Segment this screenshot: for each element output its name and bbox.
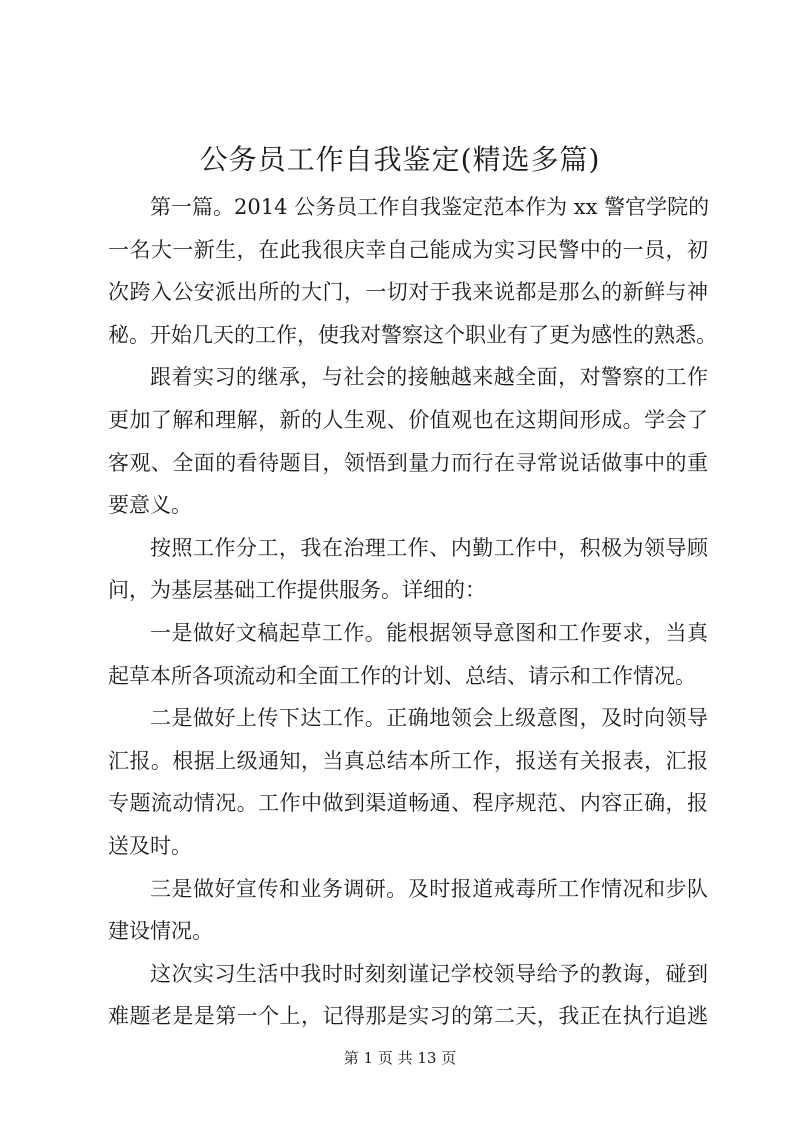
text-line: 第一篇。2014 公务员工作自我鉴定范本作为 xx 警官学院的 xyxy=(150,195,710,219)
text-line: 送及时。 xyxy=(108,833,192,858)
text-line: 难题老是是第一个上，记得那是实习的第二天，我正在执行追逃 xyxy=(108,1004,708,1029)
text-line: 建设情况。 xyxy=(108,919,213,944)
text-line: 一名大一新生，在此我很庆幸自己能成为实习民警中的一员，初 xyxy=(108,237,708,262)
text-line: 要意义。 xyxy=(108,493,192,518)
text-line: 汇报。根据上级通知，当真总结本所工作，报送有关报表，汇报 xyxy=(108,748,708,773)
text-line: 三是做好宣传和业务调研。及时报道戒毒所工作情况和步队 xyxy=(150,876,708,901)
document-body xyxy=(108,192,717,1044)
text-line: 问，为基层基础工作提供服务。详细的： xyxy=(108,578,486,603)
text-line: 按照工作分工，我在治理工作、内勤工作中，积极为领导顾 xyxy=(150,535,708,560)
text-line: 更加了解和理解，新的人生观、价值观也在这期间形成。学会了 xyxy=(108,407,708,432)
text-line: 客观、全面的看待题目，领悟到量力而行在寻常说话做事中的重 xyxy=(108,450,708,475)
text-line: 跟着实习的继承，与社会的接触越来越全面，对警察的工作 xyxy=(150,365,708,390)
text-line: 起草本所各项流动和全面工作的计划、总结、请示和工作情况。 xyxy=(108,663,696,688)
text-line: 专题流动情况。工作中做到渠道畅通、程序规范、内容正确，报 xyxy=(108,791,708,816)
document-title: 公务员工作自我鉴定(精选多篇) xyxy=(199,143,601,176)
text-line: 这次实习生活中我时时刻刻谨记学校领导给予的教诲，碰到 xyxy=(150,961,708,986)
text-line: 一是做好文稿起草工作。能根据领导意图和工作要求，当真 xyxy=(150,620,708,645)
text-line: 秘。开始几天的工作，使我对警察这个职业有了更为感性的熟悉。 xyxy=(108,322,717,347)
text-line: 二是做好上传下达工作。正确地领会上级意图，及时向领导 xyxy=(150,706,708,731)
page-footer: 第 1 页 共 13 页 xyxy=(343,1049,457,1067)
text-line: 次跨入公安派出所的大门，一切对于我来说都是那么的新鲜与神 xyxy=(108,280,708,305)
